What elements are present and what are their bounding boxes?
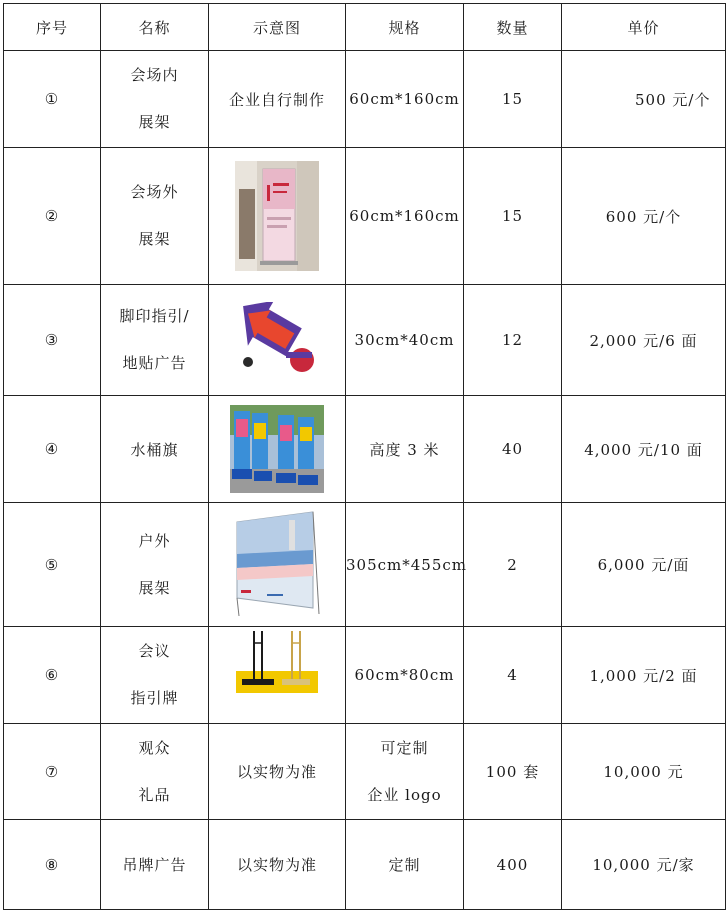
- item-name: [101, 627, 209, 724]
- table-row: [4, 627, 726, 724]
- item-name: [101, 285, 209, 396]
- table-row: [4, 503, 726, 627]
- diagram-cell: [209, 627, 346, 724]
- unit-price: 2,000 元/6 面: [562, 285, 726, 396]
- item-name: [101, 396, 209, 503]
- row-number: ⑧: [4, 820, 101, 910]
- diagram-cell: [209, 148, 346, 285]
- spec: 305cm*455cm: [346, 503, 464, 627]
- water-bucket-flags-photo: [230, 405, 324, 493]
- table-row: [4, 820, 726, 910]
- item-name: [101, 503, 209, 627]
- item-name-line: 水桶旗: [130, 440, 179, 459]
- unit-price: 600 元/个: [562, 148, 726, 285]
- spec: 60cm*160cm: [346, 51, 464, 148]
- sign-stand-photo: [236, 629, 318, 693]
- table-row: [4, 51, 726, 148]
- item-name-line: 礼品: [138, 785, 171, 804]
- quantity: 12: [464, 285, 562, 396]
- item-name: [101, 51, 209, 148]
- spec-line: 可定制: [380, 738, 429, 757]
- quantity: 15: [464, 51, 562, 148]
- table-row: [4, 148, 726, 285]
- unit-price: 4,000 元/10 面: [562, 396, 726, 503]
- spec-line: 企业 logo: [367, 785, 442, 804]
- item-name-line: 观众: [138, 738, 171, 757]
- header-cell: 序号: [4, 4, 101, 51]
- item-name-line: 会议: [138, 642, 171, 660]
- row-number: ⑥: [4, 627, 101, 724]
- item-name-line: 脚印指引/: [119, 307, 190, 325]
- diagram-text: 以实物为准: [209, 820, 346, 910]
- header-cell: 单价: [562, 4, 726, 51]
- item-name: [101, 724, 209, 820]
- table-row: [4, 285, 726, 396]
- row-number: ①: [4, 51, 101, 148]
- item-name-line: 指引牌: [130, 689, 179, 707]
- diagram-text: 企业自行制作: [209, 51, 346, 148]
- item-name-line: 展架: [138, 578, 171, 597]
- item-name: [101, 820, 209, 910]
- spec: 高度 3 米: [346, 396, 464, 503]
- row-number: ②: [4, 148, 101, 285]
- spec: [346, 724, 464, 820]
- row-number: ③: [4, 285, 101, 396]
- diagram-text: 以实物为准: [209, 724, 346, 820]
- header-cell: 规格: [346, 4, 464, 51]
- table-row: [4, 396, 726, 503]
- unit-price: 6,000 元/面: [562, 503, 726, 627]
- backdrop-frame-photo: [233, 510, 321, 620]
- unit-price: 10,000 元: [562, 724, 726, 820]
- header-cell: 数量: [464, 4, 562, 51]
- spec: 定制: [346, 820, 464, 910]
- spec: 60cm*160cm: [346, 148, 464, 285]
- quantity: 4: [464, 627, 562, 724]
- item-name-line: 会场外: [130, 183, 179, 201]
- item-name-line: 地贴广告: [122, 354, 187, 372]
- table-row: [4, 724, 726, 820]
- unit-price: 10,000 元/家: [562, 820, 726, 910]
- header-cell: 示意图: [209, 4, 346, 51]
- unit-price: 500 元/个: [562, 51, 726, 148]
- quantity: 40: [464, 396, 562, 503]
- row-number: ⑤: [4, 503, 101, 627]
- quantity: 100 套: [464, 724, 562, 820]
- row-number: ⑦: [4, 724, 101, 820]
- item-name-line: 吊牌广告: [122, 856, 187, 874]
- row-number: ④: [4, 396, 101, 503]
- quantity: 15: [464, 148, 562, 285]
- item-name: [101, 148, 209, 285]
- item-name-line: 户外: [138, 531, 171, 550]
- item-name-line: 展架: [138, 113, 171, 131]
- header-row: [4, 4, 726, 51]
- spec: 60cm*80cm: [346, 627, 464, 724]
- unit-price: 1,000 元/2 面: [562, 627, 726, 724]
- spec: 30cm*40cm: [346, 285, 464, 396]
- floor-sticker-arrow-photo: [232, 302, 322, 378]
- diagram-cell: [209, 396, 346, 503]
- price-table: [3, 3, 726, 910]
- item-name-line: 会场内: [130, 66, 179, 84]
- roll-up-banner-photo: [235, 161, 319, 271]
- header-cell: 名称: [101, 4, 209, 51]
- item-name-line: 展架: [138, 230, 171, 248]
- diagram-cell: [209, 503, 346, 627]
- quantity: 2: [464, 503, 562, 627]
- quantity: 400: [464, 820, 562, 910]
- diagram-cell: [209, 285, 346, 396]
